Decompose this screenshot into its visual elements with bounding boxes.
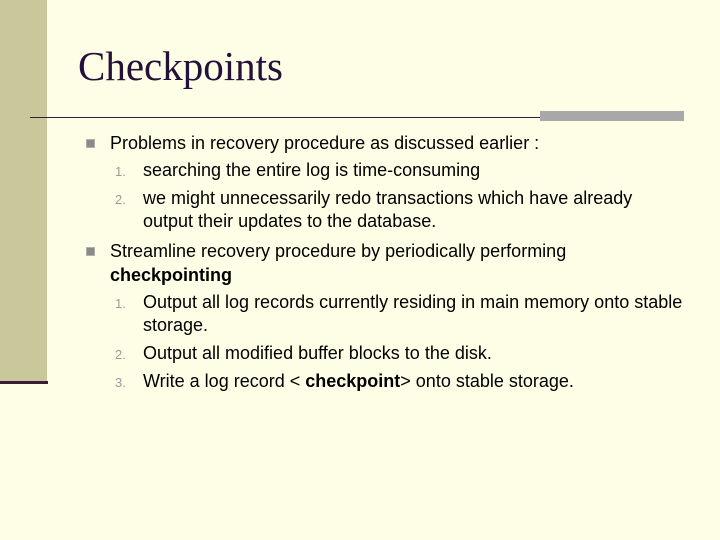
square-bullet-icon (86, 247, 95, 256)
item-number: 2. (115, 192, 126, 207)
page-title: Checkpoints (78, 43, 283, 89)
numbered-item (86, 187, 686, 233)
bullet-streamline (86, 239, 686, 287)
item-text: Output all log records currently residing in main memory onto stable storage. (143, 292, 683, 335)
item-bold-term: checkpoint (305, 371, 401, 391)
item-text: Output all modified buffer blocks to the disk. (143, 343, 492, 363)
bullet-text: Streamline recovery procedure by periodically performing (110, 241, 567, 261)
item-text: searching the entire log is time-consuming (143, 160, 481, 180)
bullet-text: Problems in recovery procedure as discussed earlier : (110, 133, 540, 153)
numbered-item (86, 370, 686, 393)
divider-accent (540, 111, 684, 121)
slide-content (86, 131, 686, 398)
item-text: we might unnecessarily redo transactions which have already output their updates to the database. (143, 188, 633, 231)
item-number: 1. (115, 164, 126, 179)
numbered-item (86, 342, 686, 365)
numbered-item (86, 159, 686, 182)
item-text-after: > onto stable storage. (400, 371, 574, 391)
numbered-item (86, 291, 686, 337)
item-number: 3. (115, 375, 126, 390)
bullet-bold-term: checkpointing (110, 265, 233, 285)
item-number: 2. (115, 347, 126, 362)
side-line-decoration (0, 381, 48, 384)
bullet-problems (86, 131, 686, 155)
item-number: 1. (115, 296, 126, 311)
square-bullet-icon (86, 139, 95, 148)
item-text-before: Write a log record < (143, 371, 306, 391)
side-bar-decoration (0, 0, 47, 382)
